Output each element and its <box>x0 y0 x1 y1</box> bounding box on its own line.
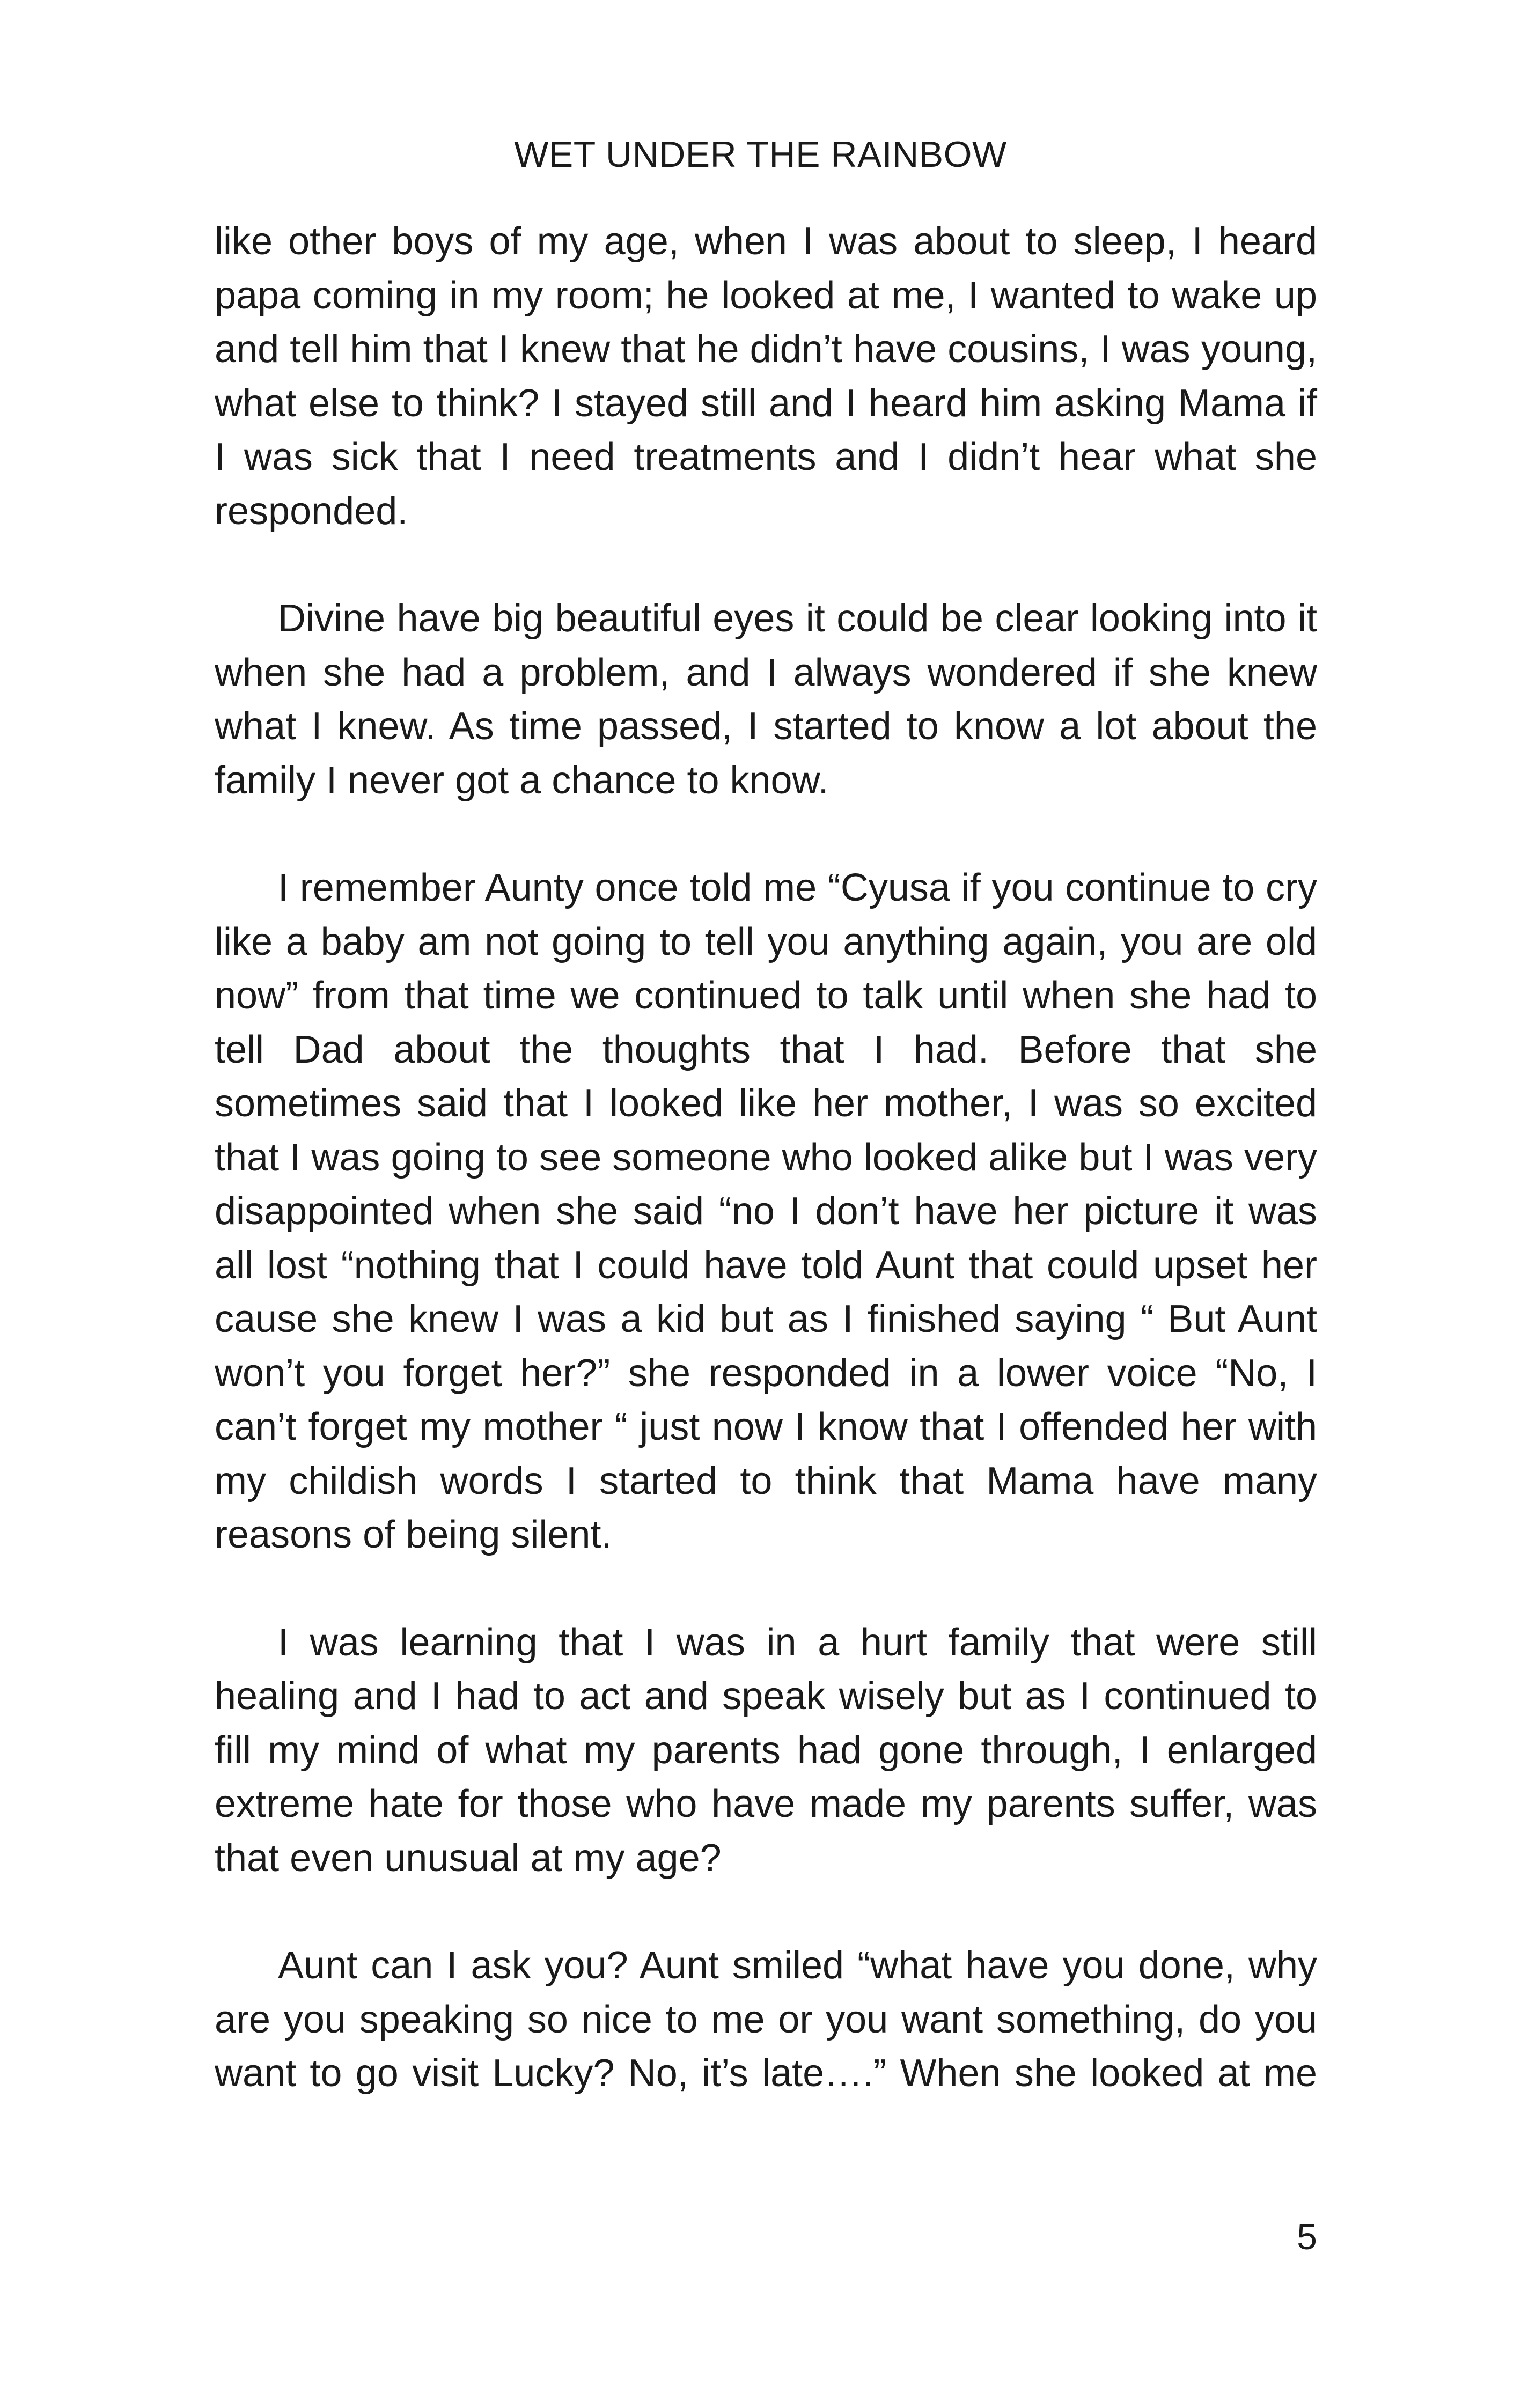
paragraph-aunty-conversation: I remember Aunty once told me “Cyusa if you continue to cry like a baby am not going to tell you anything again, you are old now” from that time we continued to talk until when she had to tell Dad about the thoughts that I had. Before that she sometimes said that I looked like her mother, I was so excited that I was going to see someone who looked alike but I was very disappointed when she said “no I don’t have her picture it was all lost “nothing that I could have told Aunt that could upset her cause she knew I was a kid but as I finished saying “ But Aunt won’t you forget her?” she responded in a lower voice “No, I can’t forget my mother “ just now I know that I offended her with my childish words I started to think that Mama have many reasons of being silent. <box>215 866 1317 1556</box>
running-head-title: WET UNDER THE RAINBOW <box>514 134 1007 175</box>
paragraph-aunt-question: Aunt can I ask you? Aunt smiled “what have you done, why are you speaking so nice to me or you want something, do you want to go visit Lucky? No, it’s late….” When she looked at me <box>215 1944 1317 2095</box>
body-text <box>215 215 1317 2101</box>
paragraph-hurt-family: I was learning that I was in a hurt family that were still healing and I had to act and speak wisely but as I continued to fill my mind of what my parents had gone through, I enlarged extreme hate for those who have made my parents suffer, was that even unusual at my age? <box>215 1621 1317 1880</box>
paragraph-continued: like other boys of my age, when I was about to sleep, I heard papa coming in my room; he looked at me, I wanted to wake up and tell him that I knew that he didn’t have cousins, I was young, what else to think? I stayed still and I heard him asking Mama if I was sick that I need treatments and I didn’t hear what she responded. <box>215 220 1317 533</box>
paragraph-divine-eyes: Divine have big beautiful eyes it could be clear looking into it when she had a problem, and I always wondered if she knew what I knew. As time passed, I started to know a lot about the family I never got a chance to know. <box>215 597 1317 802</box>
page-number: 5 <box>1297 2216 1317 2257</box>
